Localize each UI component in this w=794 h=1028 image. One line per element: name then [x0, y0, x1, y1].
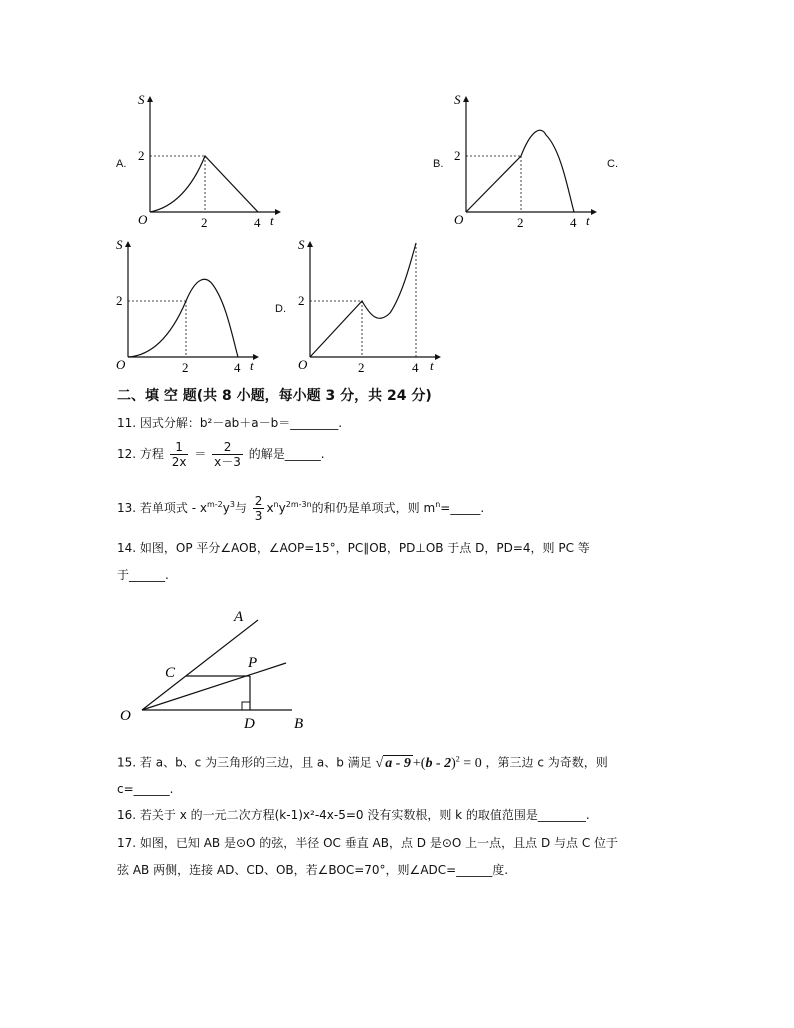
q13-exp4: 2m-3n: [285, 500, 312, 509]
q13-exp1: m-2: [206, 500, 223, 509]
q13-mid2: 与: [234, 501, 247, 515]
origin-label: O: [138, 212, 148, 227]
y-axis-label: S: [454, 92, 461, 107]
x-axis-label: t: [430, 358, 434, 373]
x-tick-2: 2: [358, 360, 365, 375]
q13-post: 的和仍是单项式，则 m: [311, 501, 436, 515]
q13-fraction: [253, 494, 265, 523]
x-axis-label: t: [586, 213, 590, 228]
x-tick-2: 2: [201, 215, 208, 230]
question-14-line-1: 14. 如图，OP 平分∠AOB，∠AOP=15°，PC∥OB，PD⊥OB 于点 D，PD=4，则 PC 等: [117, 541, 590, 555]
section-title: 二、填 空 题(共 8 小题，每小题 3 分，共 24 分): [117, 388, 432, 404]
q15-pre: 15. 若 a、b、c 为三角形的三边，且 a、b 满足: [117, 755, 372, 770]
origin-label: O: [116, 357, 126, 372]
point-o-label: O: [120, 708, 131, 724]
y-axis-label: S: [138, 92, 145, 107]
graph-c: [108, 235, 268, 375]
x-axis-label: t: [250, 358, 254, 373]
point-d-label: D: [244, 716, 255, 732]
x-tick-4: 4: [254, 215, 261, 230]
q15-post: ，第三边 c 为奇数，则: [485, 755, 608, 770]
question-17-line-1: 17. 如图，已知 AB 是⊙O 的弦，半径 OC 垂直 AB，点 D 是⊙O 上一点，且点 D 与点 C 位于: [117, 836, 619, 850]
q13-mid1: y: [222, 501, 230, 515]
q13-end: =_____.: [440, 501, 485, 515]
question-12: [117, 440, 325, 469]
fraction-numerator: 1: [170, 440, 189, 455]
x-tick-2: 2: [517, 215, 524, 230]
question-17-line-2: 弦 AB 两侧，连接 AD、CD、OB，若∠BOC=70°，则∠ADC=______度.: [117, 863, 509, 877]
graph-b: [446, 90, 606, 230]
point-p-label: P: [248, 655, 258, 671]
q12-fraction-2: [212, 440, 243, 469]
q13-pre: 13. 若单项式 - x: [117, 501, 207, 515]
option-b-label: B.: [433, 158, 444, 170]
x-tick-4: 4: [412, 360, 419, 375]
q15-eq0: = 0: [459, 755, 482, 771]
q12-pre: 12. 方程: [117, 447, 164, 461]
option-c-label: C.: [607, 158, 618, 170]
y-axis-label: S: [298, 237, 305, 252]
y-tick: 2: [454, 148, 461, 163]
question-14-line-2: 于______.: [117, 568, 169, 582]
question-11: 11. 因式分解：b²－ab＋a－b＝________.: [117, 416, 343, 430]
origin-label: O: [454, 212, 464, 227]
y-tick: 2: [298, 293, 305, 308]
fraction-numerator: 2: [254, 494, 263, 508]
origin-label: O: [298, 357, 308, 372]
sqrt-radicand: a - 9: [385, 755, 411, 771]
q15-paren-expr: b - 2: [425, 755, 452, 771]
x-axis-label: t: [270, 213, 274, 228]
sqrt-icon: √: [375, 755, 384, 771]
point-c-label: C: [165, 665, 176, 681]
x-tick-4: 4: [570, 215, 577, 230]
q13-mid3: x: [266, 501, 274, 515]
y-tick: 2: [116, 293, 123, 308]
q13-mid4: y: [278, 501, 286, 515]
option-a-label: A.: [116, 158, 127, 170]
y-axis-label: S: [116, 237, 123, 252]
q13-exp3: n: [273, 500, 279, 509]
y-tick: 2: [138, 148, 145, 163]
q12-post: 的解是______.: [248, 447, 325, 461]
question-16: 16. 若关于 x 的一元二次方程(k-1)x²-4x-5=0 没有实数根，则 k 的取值范围是________.: [117, 808, 590, 822]
q13-exp5: n: [435, 500, 441, 509]
graph-d: [290, 235, 450, 375]
x-tick-4: 4: [234, 360, 241, 375]
graph-a: [130, 90, 290, 230]
q15-plus: +(: [412, 755, 426, 771]
q12-fraction-1: [170, 440, 189, 469]
fraction-denominator: x－3: [214, 455, 241, 469]
q13-exp2: 3: [229, 500, 235, 509]
x-tick-2: 2: [182, 360, 189, 375]
figure-14: [110, 600, 330, 735]
q12-equals: ＝: [194, 447, 207, 461]
fraction-denominator: 2x: [171, 455, 187, 469]
sqrt-expression: [376, 756, 482, 771]
fraction-numerator: 2: [212, 440, 243, 455]
point-a-label: A: [234, 609, 244, 625]
q15-square: 2: [455, 754, 460, 763]
fraction-denominator: 3: [254, 509, 263, 523]
option-d-label: D.: [275, 303, 286, 315]
q15-close: ): [451, 755, 456, 771]
point-b-label: B: [294, 716, 304, 732]
question-15-line-2: c=______.: [117, 782, 174, 796]
question-13: [117, 494, 484, 523]
question-15-line-1: [117, 750, 608, 773]
